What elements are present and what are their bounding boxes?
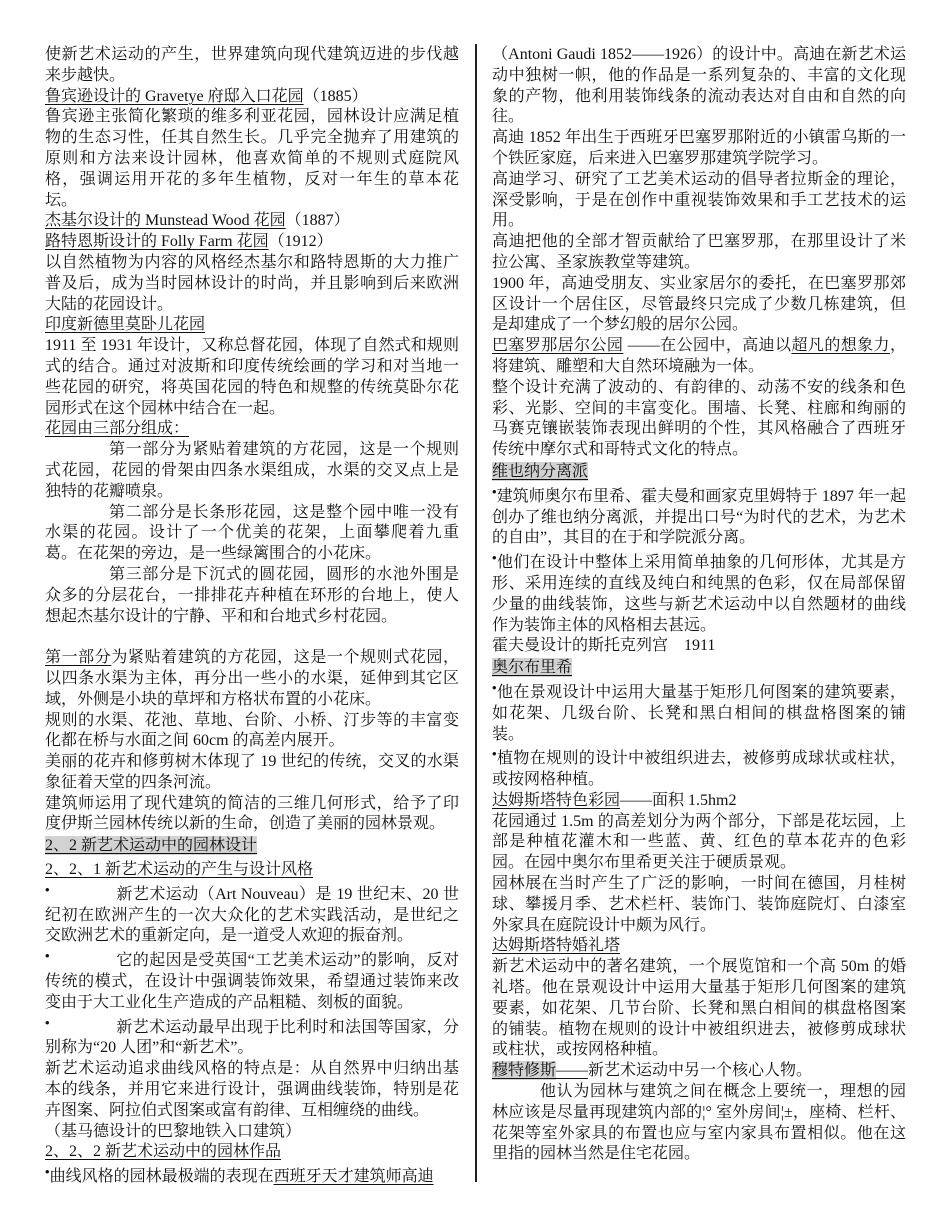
indented-paragraph: [492, 1082, 906, 1165]
indented-paragraph: [45, 503, 459, 565]
paragraph: [492, 232, 906, 274]
bullet-marker: •: [492, 550, 497, 566]
column-divider: [475, 44, 477, 1182]
text-run: （1887）: [285, 212, 350, 230]
paragraph: [45, 752, 459, 794]
text-run: ——在公园中，高迪以: [623, 337, 792, 355]
paragraph: [492, 274, 906, 336]
paragraph: [492, 636, 906, 657]
text-run: 使新艺术运动的产生，世界建筑向现代建筑迈进的步伐越来步越快。: [45, 46, 459, 84]
bullet-item: [492, 550, 906, 636]
bullet-marker: •: [45, 948, 50, 964]
text-run: 1900 年，高迪受朋友、实业家居尔的委托，在巴塞罗那郊区设计一个居住区，尽管最终只完成了少数几栋建筑，但是却建成了一个梦幻般的居尔公园。: [492, 274, 906, 334]
indented-paragraph: [45, 565, 459, 627]
section-heading: [45, 315, 459, 336]
bullet-marker: •: [45, 881, 50, 897]
text-run: （1885）: [303, 87, 368, 105]
underlined-text: ——: [556, 1062, 589, 1080]
paragraph: [492, 336, 906, 378]
paragraph: [45, 45, 459, 87]
text-run: 建筑师运用了现代建筑的简洁的三维几何形式，给予了印度伊斯兰园林传统以新的生命，创造了美丽的园林景观。: [45, 794, 459, 833]
section-heading: [45, 860, 459, 881]
text-run: 高迪把他的全部才智贡献给了巴塞罗那，在那里设计了米拉公寓、圣家族教堂等建筑。: [492, 233, 906, 271]
text-run: 园林展在当时产生了广泛的影响，一时间在德国，月桂树球、攀援月季、艺术栏杆、装饰门、装饰庭院灯、白漆室外家具在庭院设计中颇为风行。: [492, 875, 906, 934]
underlined-text: 印度新德里莫卧儿花园: [45, 316, 206, 334]
text-run: 曲线风格的园林最极端的表现在: [49, 1168, 274, 1186]
text-run: 新艺术运动（Art Nouveau）是 19 世纪末、20 世纪初在欧洲产生的一次大众化的艺术实践活动，是世纪之交欧洲艺术的重新定向，是一道受人欢迎的振奋剂。: [45, 885, 459, 945]
text-run: 第二部分是长条形花园，这是整个园中唯一没有水渠的花园。设计了一个优美的花架，上面攀爬着九重葛。在花架的旁边，是一些绿篱围合的小花床。: [45, 503, 459, 563]
highlighted-section-heading: [492, 658, 906, 679]
bullet-item: [45, 1014, 459, 1060]
paragraph: [492, 45, 906, 128]
text-run: 美丽的花卉和修剪树木体现了 19 世纪的传统，交叉的水渠象征着天堂的四条河流。: [45, 753, 459, 791]
highlighted-text: 奥尔布里希: [492, 659, 573, 677]
underlined-text: 第一部分: [45, 649, 112, 667]
underlined-text: 达姆斯塔特婚礼塔: [492, 937, 621, 955]
bullet-marker: •: [45, 1164, 50, 1180]
text-run: 新艺术运动追求曲线风格的特点是：从自然界中归纳出基本的线条，并用它来进行设计，强调曲线装饰，特别是花卉图案、阿拉伯式图案或富有韵律、互相缠绕的曲线。: [45, 1060, 459, 1119]
paragraph: [492, 874, 906, 936]
text-run: 他认为园林与建筑之间在概念上要统一，理想的园林应该是尽量再现建筑内部的¦° 室外房间¦±，座椅、栏杆、花架等室外家具的布置也应与室内家具布置相似。他在这里指的园林当然是住宅花园。: [492, 1083, 906, 1163]
text-run: 鲁宾逊主张简化繁琐的维多利亚花园，园林设计应满足植物的生态习性，任其自然生长。几乎完全抛弃了用建筑的原则和方法来设计园林，他喜欢简单的不规则式庭院风格，强调运用开花的多年生植物，反对一年生的草本花坛。: [45, 108, 459, 209]
underlined-text: 达姆斯塔特色彩园: [492, 791, 621, 809]
text-run: 第三部分是下沉式的圆花园，圆形的水池外围是众多的分层花台，一排排花卉种植在环形的台地上，使人想起杰基尔设计的宁静、平和和台地式乡村花园。: [45, 565, 459, 625]
text-run: 新艺术运动最早出现于比利时和法国等国家，分别称为“20 人团”和“新艺术”。: [45, 1018, 459, 1057]
bullet-marker: •: [492, 679, 497, 695]
paragraph: [492, 378, 906, 461]
paragraph: [45, 648, 459, 710]
text-run: ——面积 1.5hm2: [620, 791, 737, 809]
paragraph: [492, 170, 906, 232]
underlined-text: 超凡的想象力: [791, 337, 890, 355]
highlighted-text: 维也纳分离派: [492, 462, 589, 480]
text-run: 建筑师奥尔布里希、霍夫曼和画家克里姆特于 1897 年一起创办了维也纳分离派，并提出口号“为时代的艺术，为艺术的自由”，其目的在于和学院派分离。: [492, 487, 906, 547]
paragraph: [45, 794, 459, 836]
text-run: 以自然植物为内容的风格经杰基尔和路特恩斯的大力推广普及后，成为当时园林设计的时尚，并且影响到后来欧洲大陆的花园设计。: [45, 253, 459, 313]
section-heading: [45, 1142, 459, 1163]
text-run: 新艺术运动中的著名建筑，一个展览馆和一个高 50m 的婚礼塔。他在景观设计中运用大量基于矩形几何图案的建筑要素，如花架、几节台阶、长凳和黑白相间的棋盘格图案的铺装。植物在规则的设计中被组织进去，被修剪成球状或柱状，或按网格种植。: [492, 958, 906, 1059]
bullet-item: [45, 1164, 459, 1188]
right-column: [492, 45, 906, 1165]
underlined-text: 2、2、2 新艺术运动中的园林作品: [45, 1143, 282, 1161]
section-heading: [45, 211, 459, 232]
text-run: ，将建筑、雕塑和大自然环境融为一体。: [492, 337, 906, 375]
bullet-item: [45, 948, 459, 1013]
bullet-item: [45, 881, 459, 947]
text-run: 新艺术运动中另一个核心人物。: [588, 1062, 813, 1080]
section-heading: [45, 419, 459, 440]
text-run: 花园通过 1.5m 的高差划分为两个部分，下部是花坛园，上部是种植花灌木和一些蓝、黄、红色的草本花卉的色彩园。在园中奥尔布里希更关注于硬质景观。: [492, 812, 906, 872]
highlighted-text: 2、2 新艺术运动中的园林设计: [45, 837, 258, 855]
paragraph: [492, 128, 906, 170]
highlighted-section-heading: [45, 836, 459, 857]
text-run: 植物在规则的设计中被组织进去，被修剪成球状或柱状，或按网格种植。: [492, 750, 906, 789]
text-run: （Antoni Gaudi 1852——1926）的设计中。高迪在新艺术运动中独树一帜，他的作品是一系列复杂的、丰富的文化现象的产物，他利用装饰线条的流动表达对自由和自然的向往。: [492, 46, 906, 126]
paragraph: [492, 791, 906, 812]
text-run: 霍夫曼设计的斯托克列宫 1911: [492, 637, 716, 655]
blank-line: [45, 627, 459, 648]
underlined-text: 杰基尔设计的 Munstead Wood 花园: [45, 212, 286, 230]
paragraph: [45, 1122, 459, 1143]
left-column: [45, 45, 459, 1188]
highlighted-text: 穆特修斯: [492, 1062, 557, 1080]
bullet-item: [492, 483, 906, 549]
text-run: 他们在设计中整体上采用简单抽象的几何形体，尤其是方形、采用连续的直线及纯白和纯黑的色彩，仅在局部保留少量的曲线装饰，这些与新艺术运动中以自然题材的曲线作为装饰主体的风格相去甚远。: [492, 554, 906, 634]
bullet-item: [492, 746, 906, 791]
underlined-text: 花园由三部分组成：: [45, 420, 190, 438]
paragraph: [45, 336, 459, 419]
text-run: 为紧贴着建筑的方花园，这是一个规则式花园，以四条水渠为主体，再分出一些小的水渠，延伸到其它区域，外侧是小块的草坪和方格状布置的小花床。: [45, 649, 459, 708]
section-heading: [45, 232, 459, 253]
paragraph: [45, 107, 459, 211]
section-heading: [45, 87, 459, 108]
paragraph: [45, 711, 459, 753]
text-run: 它的起因是受英国“工艺美术运动”的影响，反对传统的模式，在设计中强调装饰效果，希望通过装饰来改变由于大工业化生产造成的产品粗糙、刻板的面貌。: [45, 952, 459, 1011]
section-heading: [492, 936, 906, 957]
bullet-item: [492, 679, 906, 745]
bullet-marker: •: [492, 483, 497, 499]
text-run: 第一部分为紧贴着建筑的方花园，这是一个规则式花园，花园的骨架由四条水渠组成，水渠的交叉点上是独特的花瓣喷泉。: [45, 441, 459, 500]
bullet-marker: •: [45, 1014, 50, 1030]
underlined-text: 巴塞罗那居尔公园: [492, 337, 624, 355]
text-run: 他在景观设计中运用大量基于矩形几何图案的建筑要素，如花架、几级台阶、长凳和黑白相间的棋盘格图案的铺装。: [492, 683, 906, 743]
text-run: 高迪 1852 年出生于西班牙巴塞罗那附近的小镇雷乌斯的一个铁匠家庭，后来进入巴塞罗那建筑学院学习。: [492, 129, 906, 167]
paragraph: [492, 812, 906, 874]
bullet-marker: •: [492, 746, 497, 762]
text-run: 整个设计充满了波动的、有韵律的、动荡不安的线条和色彩、光影、空间的丰富变化。围墙、长凳、柱廊和绚丽的马赛克镶嵌装饰表现出鲜明的个性，其风格融合了西班牙传统中摩尔式和哥特式文化的特点。: [492, 378, 906, 459]
paragraph: [492, 957, 906, 1061]
paragraph: [45, 1059, 459, 1121]
highlighted-section-heading: [492, 462, 906, 483]
text-run: 规则的水渠、花池、草地、台阶、小桥、汀步等的丰富变化都在桥与水面之间 60cm 的高差内展开。: [45, 711, 459, 750]
underlined-text: 路特恩斯设计的 Folly Farm 花园: [45, 233, 269, 251]
indented-paragraph: [45, 440, 459, 502]
underlined-text: 2、2、1 新艺术运动的产生与设计风格: [45, 861, 314, 879]
text-run: （1912）: [268, 233, 333, 251]
paragraph: [45, 253, 459, 315]
paragraph: [492, 1061, 906, 1082]
text-run: （基马德设计的巴黎地铁入口建筑）: [45, 1122, 302, 1140]
underlined-text: 鲁宾逊设计的 Gravetye 府邸入口花园: [45, 87, 304, 105]
underlined-text: 西班牙天才建筑师高迪: [273, 1168, 434, 1186]
text-run: 高迪学习、研究了工艺美术运动的倡导者拉斯金的理论，深受影响，于是在创作中重视装饰效果和手工艺技术的运用。: [492, 170, 906, 230]
text-run: 1911 至 1931 年设计，又称总督花园，体现了自然式和规则式的结合。通过对波斯和印度传统绘画的学习和对当地一些花园的研究，将英国花园的特色和规整的传统莫卧尔花园形式在这个园林中结合在一起。: [45, 337, 459, 417]
